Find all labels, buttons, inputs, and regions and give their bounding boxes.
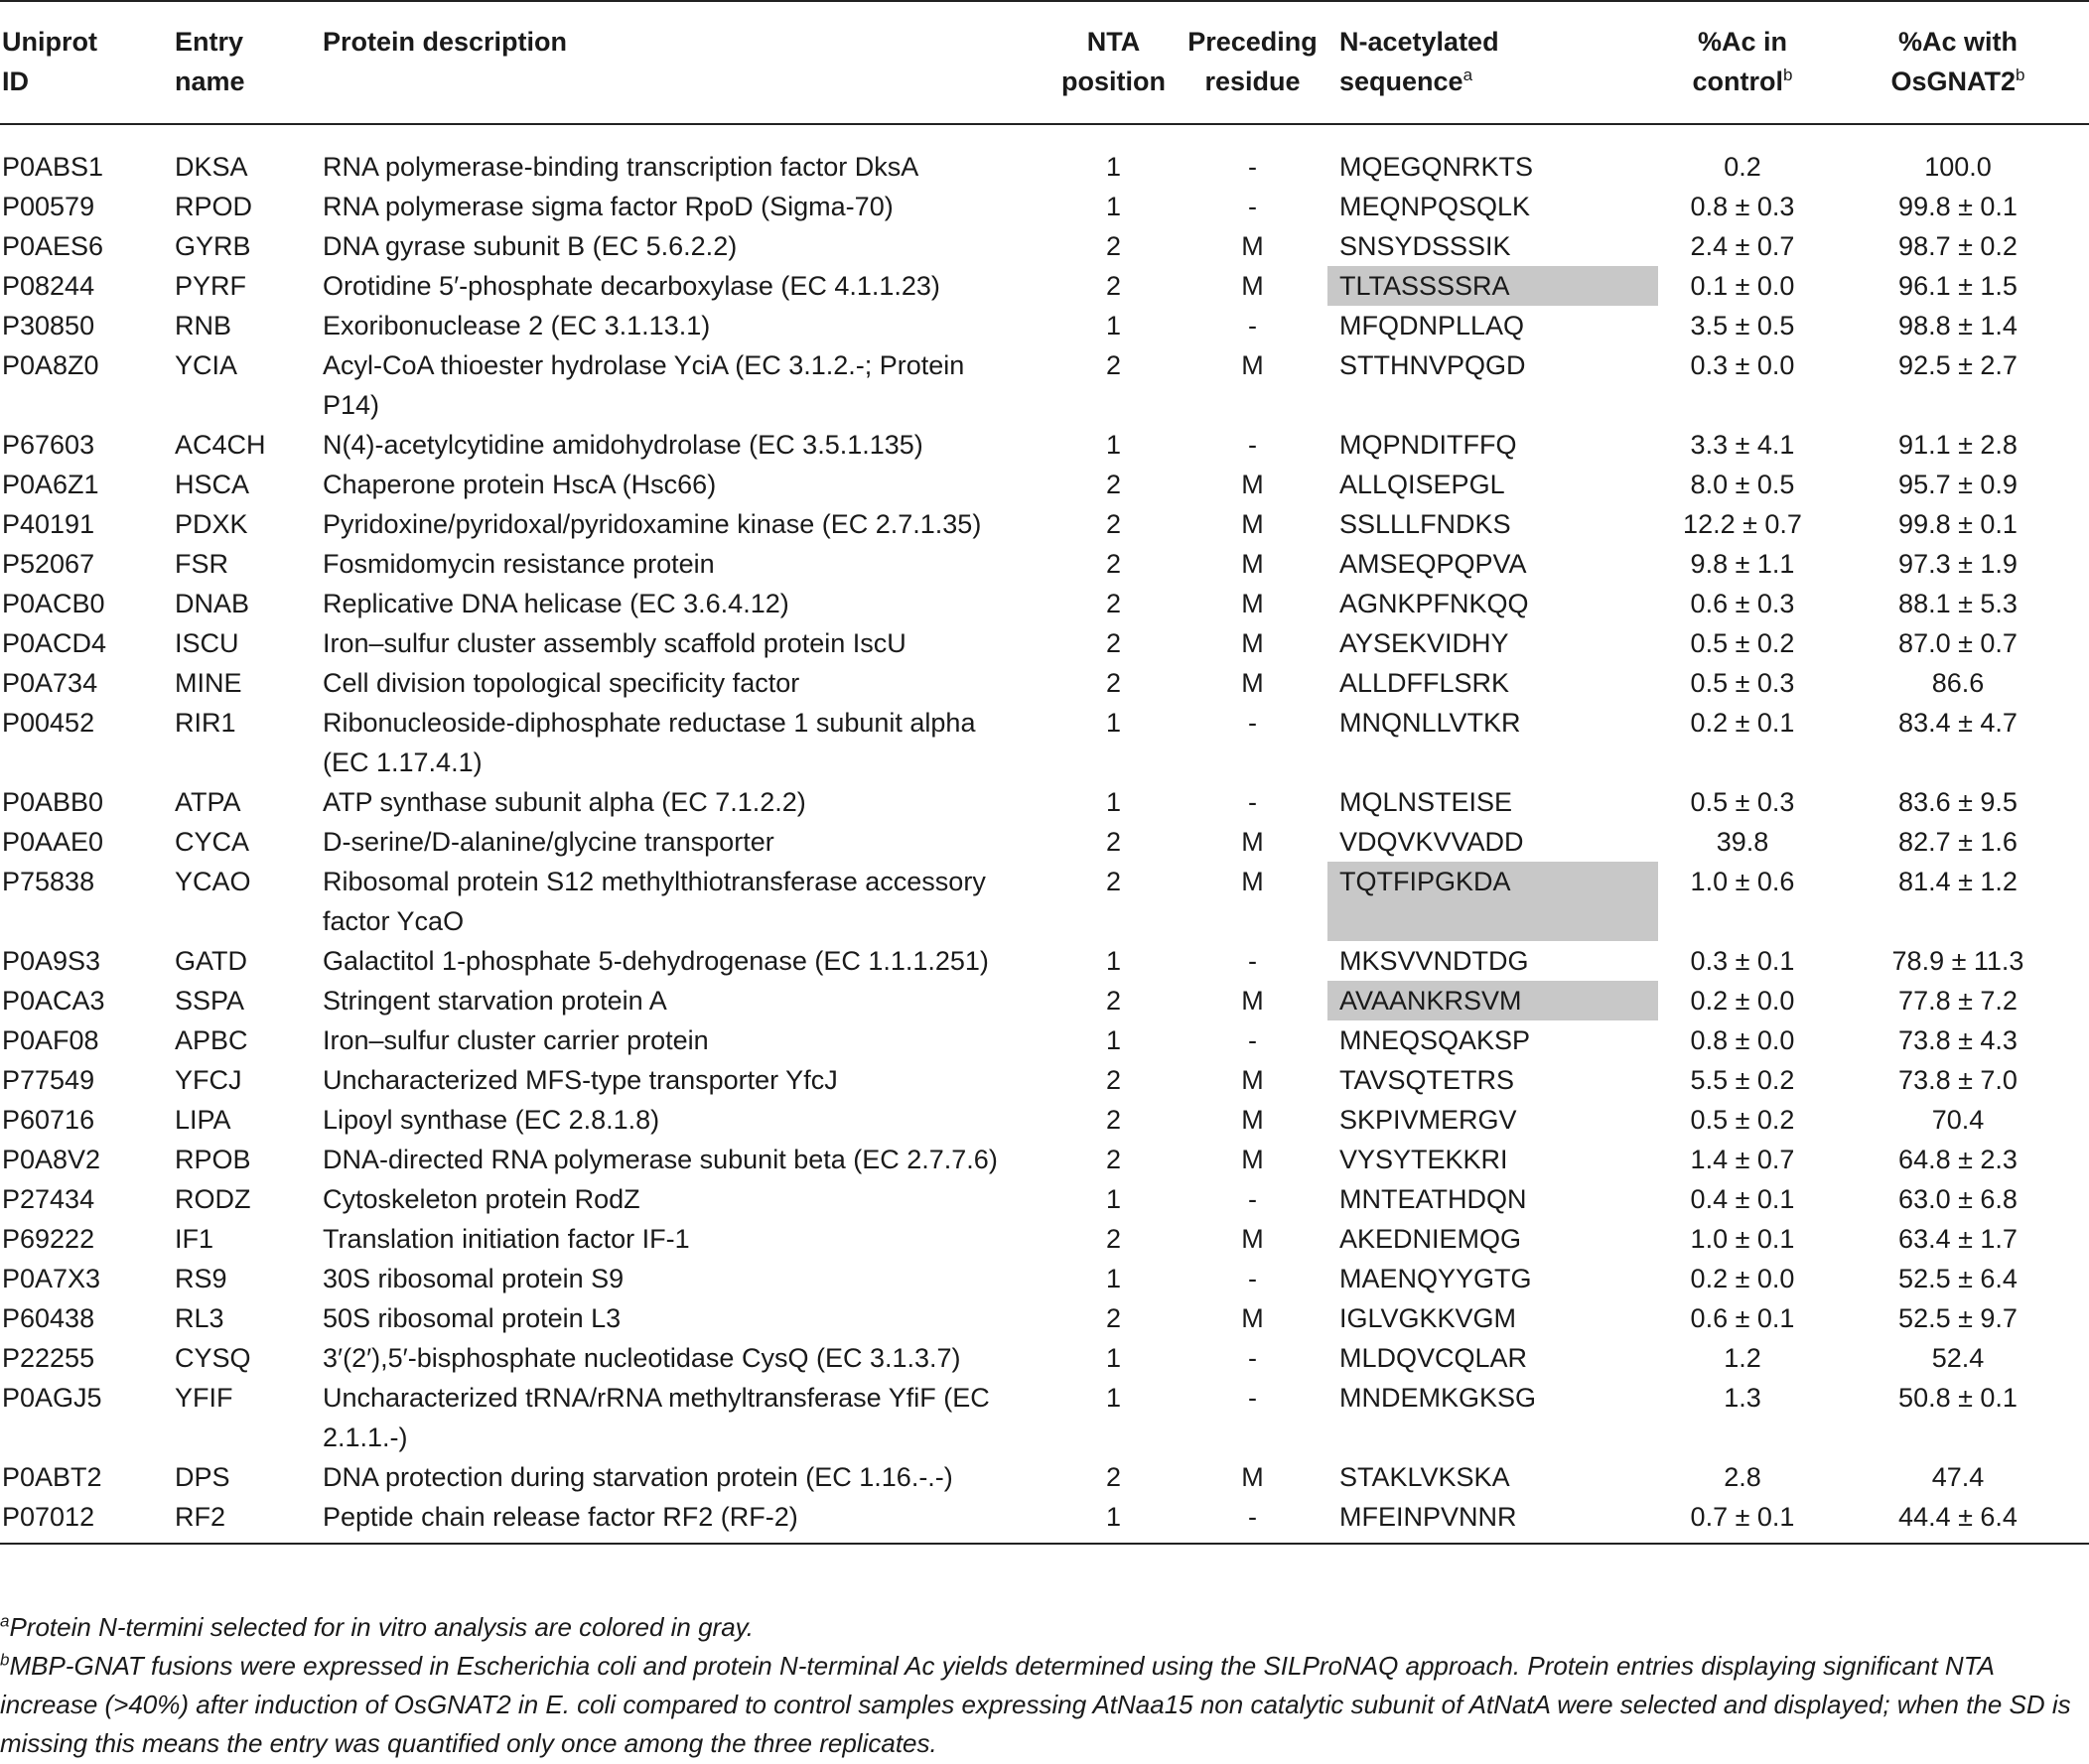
cell-ac-with-osgnat2: 52.4 [1931, 1343, 1985, 1373]
cell-nta-position: 2 [1105, 350, 1122, 380]
cell-nta-position: 2 [1105, 827, 1122, 857]
cell-ac-with-osgnat2: 77.8 ± 7.2 [1898, 986, 2018, 1016]
cell-nta-position: 2 [1105, 867, 1122, 896]
cell-n-acetylated-sequence: AGNKPFNKQQ [1339, 589, 1529, 618]
cell-ac-with-osgnat2: 97.3 ± 1.9 [1898, 549, 2018, 579]
cell-protein-description: Fosmidomycin resistance protein [323, 549, 715, 579]
cell-protein-description: 50S ribosomal protein L3 [323, 1303, 622, 1333]
cell-nta-position: 2 [1105, 668, 1122, 698]
header-protein-description: Protein description [323, 1, 1049, 124]
cell-ac-with-osgnat2: 98.8 ± 1.4 [1898, 311, 2018, 340]
cell-uniprot-id: P0AGJ5 [2, 1383, 102, 1413]
cell-preceding-residue: M [1241, 1224, 1264, 1254]
table-body [0, 124, 2089, 1544]
cell-ac-in-control: 1.4 ± 0.7 [1690, 1145, 1795, 1174]
cell-ac-with-osgnat2: 73.8 ± 7.0 [1898, 1065, 2018, 1095]
cell-ac-with-osgnat2: 81.4 ± 1.2 [1898, 867, 2018, 896]
cell-nta-position: 2 [1105, 271, 1122, 301]
cell-nta-position: 2 [1105, 231, 1122, 261]
cell-uniprot-id: P0A8Z0 [2, 350, 99, 380]
cell-preceding-residue: M [1241, 470, 1264, 499]
cell-n-acetylated-sequence: MQPNDITFFQ [1339, 430, 1517, 460]
table-row [0, 1179, 2089, 1219]
cell-preceding-residue: - [1248, 1264, 1257, 1293]
cell-entry-name: AC4CH [175, 430, 266, 460]
cell-uniprot-id: P08244 [2, 271, 95, 301]
cell-ac-in-control: 39.8 [1716, 827, 1769, 857]
cell-uniprot-id: P0ACA3 [2, 986, 105, 1016]
cell-preceding-residue: - [1248, 1025, 1257, 1055]
cell-nta-position: 1 [1105, 430, 1122, 460]
cell-protein-description: Iron–sulfur cluster carrier protein [323, 1025, 709, 1055]
cell-entry-name: DKSA [175, 152, 248, 182]
cell-preceding-residue: M [1241, 1303, 1264, 1333]
cell-ac-in-control: 0.5 ± 0.2 [1690, 1105, 1795, 1135]
cell-n-acetylated-sequence: MFEINPVNNR [1327, 1497, 1658, 1544]
cell-ac-in-control: 0.1 ± 0.0 [1690, 271, 1795, 301]
cell-entry-name: RPOD [175, 192, 253, 221]
cell-uniprot-id: P0AAE0 [2, 827, 104, 857]
cell-uniprot-id: P07012 [0, 1497, 175, 1544]
cell-preceding-residue: M [1241, 1065, 1264, 1095]
cell-n-acetylated-sequence: MNQNLLVTKR [1339, 708, 1521, 738]
cell-nta-position: 1 [1105, 1264, 1122, 1293]
cell-entry-name: ATPA [175, 787, 241, 817]
cell-ac-in-control: 0.2 ± 0.0 [1690, 1264, 1795, 1293]
header-uniprot-id: Uniprot ID [0, 1, 175, 124]
cell-uniprot-id: P0AF08 [2, 1025, 99, 1055]
cell-ac-in-control: 2.4 ± 0.7 [1690, 231, 1795, 261]
cell-nta-position: 2 [1105, 986, 1122, 1016]
cell-entry-name: APBC [175, 1025, 248, 1055]
cell-entry-name: RODZ [175, 1184, 251, 1214]
cell-preceding-residue: - [1248, 1383, 1257, 1413]
cell-uniprot-id: P77549 [2, 1065, 95, 1095]
header-ac-with-osgnat2: %Ac with OsGNAT2$^b$ [1827, 1, 2089, 124]
cell-preceding-residue: - [1248, 1184, 1257, 1214]
cell-n-acetylated-sequence: AYSEKVIDHY [1339, 628, 1509, 658]
table-row [0, 345, 2089, 425]
table-footnotes [0, 1608, 2085, 1763]
cell-uniprot-id: P69222 [2, 1224, 95, 1254]
cell-n-acetylated-sequence: TLTASSSSRA [1327, 266, 1658, 306]
cell-n-acetylated-sequence: MEQNPQSQLK [1339, 192, 1531, 221]
cell-preceding-residue: - [1248, 192, 1257, 221]
cell-protein-description: Acyl-CoA thioester hydrolase YciA (EC 3.1.2.-; Protein P14) [323, 350, 965, 420]
cell-uniprot-id: P0ABB0 [2, 787, 104, 817]
cell-ac-in-control: 0.8 ± 0.3 [1690, 192, 1795, 221]
table-row [0, 1338, 2089, 1378]
cell-ac-with-osgnat2: 87.0 ± 0.7 [1898, 628, 2018, 658]
cell-preceding-residue: - [1248, 1343, 1257, 1373]
cell-n-acetylated-sequence: SNSYDSSSIK [1339, 231, 1511, 261]
cell-ac-in-control: 3.3 ± 4.1 [1690, 430, 1795, 460]
cell-ac-with-osgnat2: 50.8 ± 0.1 [1898, 1383, 2018, 1413]
cell-uniprot-id: P22255 [2, 1343, 95, 1373]
cell-entry-name: YFIF [175, 1383, 233, 1413]
cell-ac-with-osgnat2: 78.9 ± 11.3 [1891, 946, 2024, 976]
cell-ac-with-osgnat2: 47.4 [1931, 1462, 1985, 1492]
cell-ac-in-control: 0.8 ± 0.0 [1690, 1025, 1795, 1055]
cell-ac-in-control: 0.3 ± 0.0 [1690, 350, 1795, 380]
cell-ac-in-control: 0.2 ± 0.0 [1690, 986, 1795, 1016]
cell-ac-with-osgnat2: 64.8 ± 2.3 [1898, 1145, 2018, 1174]
cell-ac-with-osgnat2: 44.4 ± 6.4 [1827, 1497, 2089, 1544]
table-row [0, 187, 2089, 226]
cell-entry-name: RF2 [175, 1497, 323, 1544]
table-row [0, 1060, 2089, 1100]
cell-entry-name: RL3 [175, 1303, 224, 1333]
cell-nta-position: 1 [1105, 1383, 1122, 1413]
cell-n-acetylated-sequence: ALLQISEPGL [1339, 470, 1505, 499]
table-row [0, 504, 2089, 544]
cell-preceding-residue: - [1248, 430, 1257, 460]
cell-uniprot-id: P0ABT2 [2, 1462, 102, 1492]
cell-preceding-residue: - [1178, 1497, 1327, 1544]
cell-n-acetylated-sequence: SKPIVMERGV [1339, 1105, 1517, 1135]
cell-protein-description: Orotidine 5′-phosphate decarboxylase (EC 4.1.1.23) [323, 271, 940, 301]
cell-entry-name: RNB [175, 311, 232, 340]
cell-ac-in-control: 1.2 [1724, 1343, 1761, 1373]
cell-ac-in-control: 5.5 ± 0.2 [1690, 1065, 1795, 1095]
cell-uniprot-id: P00452 [2, 708, 95, 738]
cell-n-acetylated-sequence: TQTFIPGKDA [1327, 862, 1658, 941]
cell-ac-in-control: 0.3 ± 0.1 [1690, 946, 1795, 976]
cell-nta-position: 1 [1105, 152, 1122, 182]
cell-nta-position: 2 [1105, 549, 1122, 579]
cell-entry-name: RPOB [175, 1145, 251, 1174]
cell-preceding-residue: M [1241, 986, 1264, 1016]
cell-entry-name: ISCU [175, 628, 239, 658]
cell-ac-with-osgnat2: 52.5 ± 9.7 [1898, 1303, 2018, 1333]
cell-preceding-residue: M [1241, 867, 1264, 896]
cell-uniprot-id: P60716 [2, 1105, 95, 1135]
cell-entry-name: RS9 [175, 1264, 227, 1293]
table-row [0, 822, 2089, 862]
cell-protein-description: ATP synthase subunit alpha (EC 7.1.2.2) [323, 787, 806, 817]
table-header [0, 1, 2089, 124]
table-row [0, 1140, 2089, 1179]
cell-protein-description: Uncharacterized tRNA/rRNA methyltransferase YfiF (EC 2.1.1.-) [323, 1383, 990, 1452]
header-entry-name: Entry name [175, 1, 323, 124]
cell-ac-with-osgnat2: 63.0 ± 6.8 [1898, 1184, 2018, 1214]
cell-preceding-residue: M [1241, 1462, 1264, 1492]
cell-uniprot-id: P0AES6 [2, 231, 104, 261]
table-row [0, 425, 2089, 465]
cell-nta-position: 2 [1105, 509, 1122, 539]
cell-protein-description: Cytoskeleton protein RodZ [323, 1184, 640, 1214]
cell-ac-in-control: 0.5 ± 0.3 [1690, 787, 1795, 817]
cell-ac-with-osgnat2: 83.6 ± 9.5 [1898, 787, 2018, 817]
cell-entry-name: PDXK [175, 509, 248, 539]
cell-n-acetylated-sequence: MKSVVNDTDG [1339, 946, 1529, 976]
cell-entry-name: PYRF [175, 271, 247, 301]
cell-entry-name: FSR [175, 549, 228, 579]
cell-entry-name: DPS [175, 1462, 230, 1492]
cell-protein-description: Replicative DNA helicase (EC 3.6.4.12) [323, 589, 789, 618]
cell-protein-description: N(4)-acetylcytidine amidohydrolase (EC 3.5.1.135) [323, 430, 923, 460]
cell-entry-name: HSCA [175, 470, 250, 499]
cell-uniprot-id: P0A8V2 [2, 1145, 101, 1174]
cell-preceding-residue: M [1241, 628, 1264, 658]
cell-preceding-residue: - [1248, 311, 1257, 340]
cell-n-acetylated-sequence: SSLLLFNDKS [1339, 509, 1511, 539]
cell-protein-description: Peptide chain release factor RF2 (RF-2) [323, 1497, 1049, 1544]
table-row [0, 862, 2089, 941]
cell-protein-description: DNA gyrase subunit B (EC 5.6.2.2) [323, 231, 738, 261]
table-row [0, 306, 2089, 345]
cell-ac-with-osgnat2: 100.0 [1924, 152, 1992, 182]
cell-preceding-residue: M [1241, 668, 1264, 698]
cell-uniprot-id: P0ACB0 [2, 589, 105, 618]
cell-ac-in-control: 0.2 [1724, 152, 1761, 182]
cell-uniprot-id: P75838 [2, 867, 95, 896]
cell-ac-with-osgnat2: 92.5 ± 2.7 [1898, 350, 2018, 380]
cell-protein-description: DNA protection during starvation protein (EC 1.16.-.-) [323, 1462, 953, 1492]
table-row [0, 1497, 2089, 1544]
cell-n-acetylated-sequence: VDQVKVVADD [1339, 827, 1524, 857]
table-row [0, 623, 2089, 663]
cell-ac-with-osgnat2: 95.7 ± 0.9 [1898, 470, 2018, 499]
cell-protein-description: Ribonucleoside-diphosphate reductase 1 subunit alpha (EC 1.17.4.1) [323, 708, 976, 777]
cell-n-acetylated-sequence: MLDQVCQLAR [1339, 1343, 1528, 1373]
cell-protein-description: RNA polymerase-binding transcription factor DksA [323, 152, 919, 182]
table-row [0, 663, 2089, 703]
cell-uniprot-id: P0A6Z1 [2, 470, 99, 499]
cell-ac-in-control: 9.8 ± 1.1 [1690, 549, 1795, 579]
table-row [0, 782, 2089, 822]
cell-entry-name: GYRB [175, 231, 251, 261]
cell-preceding-residue: M [1241, 827, 1264, 857]
table-row [0, 1219, 2089, 1259]
cell-n-acetylated-sequence: MQLNSTEISE [1339, 787, 1513, 817]
cell-n-acetylated-sequence: MAENQYYGTG [1339, 1264, 1532, 1293]
cell-n-acetylated-sequence: MNEQSQAKSP [1339, 1025, 1531, 1055]
cell-uniprot-id: P40191 [2, 509, 95, 539]
cell-protein-description: Lipoyl synthase (EC 2.8.1.8) [323, 1105, 660, 1135]
cell-preceding-residue: M [1241, 231, 1264, 261]
cell-nta-position: 1 [1105, 1184, 1122, 1214]
cell-protein-description: Translation initiation factor IF-1 [323, 1224, 690, 1254]
cell-ac-in-control: 1.3 [1724, 1383, 1761, 1413]
cell-preceding-residue: M [1241, 350, 1264, 380]
table-row [0, 1259, 2089, 1298]
cell-entry-name: YFCJ [175, 1065, 242, 1095]
cell-entry-name: RIR1 [175, 708, 236, 738]
cell-ac-in-control: 0.7 ± 0.1 [1658, 1497, 1827, 1544]
cell-protein-description: D-serine/D-alanine/glycine transporter [323, 827, 774, 857]
cell-entry-name: IF1 [175, 1224, 214, 1254]
cell-ac-in-control: 0.6 ± 0.3 [1690, 589, 1795, 618]
cell-preceding-residue: M [1241, 1105, 1264, 1135]
table-row [0, 266, 2089, 306]
cell-preceding-residue: M [1241, 549, 1264, 579]
cell-uniprot-id: P0A7X3 [2, 1264, 101, 1293]
cell-ac-with-osgnat2: 98.7 ± 0.2 [1898, 231, 2018, 261]
cell-ac-with-osgnat2: 86.6 [1931, 668, 1985, 698]
cell-n-acetylated-sequence: MNTEATHDQN [1339, 1184, 1527, 1214]
cell-nta-position: 1 [1105, 1343, 1122, 1373]
cell-nta-position: 1 [1105, 946, 1122, 976]
cell-nta-position: 2 [1105, 589, 1122, 618]
cell-nta-position: 2 [1105, 1224, 1122, 1254]
cell-ac-with-osgnat2: 91.1 ± 2.8 [1898, 430, 2018, 460]
table-row [0, 941, 2089, 981]
table-row [0, 544, 2089, 584]
cell-entry-name: GATD [175, 946, 247, 976]
cell-nta-position: 2 [1105, 1303, 1122, 1333]
cell-protein-description: Ribosomal protein S12 methylthiotransferase accessory factor YcaO [323, 867, 986, 936]
header-ac-in-control: %Ac in control$^b$ [1658, 1, 1827, 124]
cell-protein-description: Stringent starvation protein A [323, 986, 667, 1016]
cell-ac-in-control: 0.2 ± 0.1 [1690, 708, 1795, 738]
cell-protein-description: Pyridoxine/pyridoxal/pyridoxamine kinase (EC 2.7.1.35) [323, 509, 982, 539]
cell-uniprot-id: P00579 [2, 192, 95, 221]
cell-protein-description: RNA polymerase sigma factor RpoD (Sigma-70) [323, 192, 894, 221]
cell-ac-in-control: 1.0 ± 0.6 [1690, 867, 1795, 896]
cell-protein-description: Cell division topological specificity factor [323, 668, 800, 698]
cell-preceding-residue: M [1241, 509, 1264, 539]
cell-nta-position: 2 [1105, 1462, 1122, 1492]
table-row [0, 1100, 2089, 1140]
header-nta-position: NTA position [1049, 1, 1178, 124]
cell-nta-position: 2 [1105, 470, 1122, 499]
cell-ac-in-control: 1.0 ± 0.1 [1690, 1224, 1795, 1254]
cell-n-acetylated-sequence: IGLVGKKVGM [1339, 1303, 1517, 1333]
cell-nta-position: 1 [1105, 1025, 1122, 1055]
table-row [0, 703, 2089, 782]
cell-nta-position: 2 [1105, 1065, 1122, 1095]
cell-n-acetylated-sequence: VYSYTEKKRI [1339, 1145, 1508, 1174]
table-row [0, 465, 2089, 504]
table-row [0, 584, 2089, 623]
cell-ac-with-osgnat2: 52.5 ± 6.4 [1898, 1264, 2018, 1293]
table-row [0, 1020, 2089, 1060]
footnote-b: $^b$MBP-GNAT fusions were expressed in Escherichia coli and protein N-terminal Ac yields determined using the SILProNAQ approach. Protein entries displaying significant NTA increase (>40%) after induction of OsGNAT2 in E. coli compared to control samples expressing AtNaa15 non catalytic subunit of AtNatA were selected and displayed; when the SD is missing this means the entry was quantified only once among the three replicates. [0, 1650, 2071, 1758]
cell-n-acetylated-sequence: AVAANKRSVM [1327, 981, 1658, 1020]
cell-uniprot-id: P0A9S3 [2, 946, 101, 976]
cell-protein-description: Exoribonuclease 2 (EC 3.1.13.1) [323, 311, 711, 340]
cell-uniprot-id: P30850 [2, 311, 95, 340]
table-row [0, 981, 2089, 1020]
cell-ac-with-osgnat2: 70.4 [1931, 1105, 1985, 1135]
cell-entry-name: SSPA [175, 986, 245, 1016]
table-row [0, 1378, 2089, 1457]
cell-ac-in-control: 0.6 ± 0.1 [1690, 1303, 1795, 1333]
cell-uniprot-id: P0A734 [2, 668, 98, 698]
table-row [0, 1457, 2089, 1497]
cell-n-acetylated-sequence: TAVSQTETRS [1339, 1065, 1515, 1095]
cell-ac-with-osgnat2: 82.7 ± 1.6 [1898, 827, 2018, 857]
cell-entry-name: YCIA [175, 350, 238, 380]
footnote-a: $^a$Protein N-termini selected for in vitro analysis are colored in gray. [0, 1611, 754, 1642]
cell-ac-with-osgnat2: 96.1 ± 1.5 [1898, 271, 2018, 301]
cell-nta-position: 1 [1105, 787, 1122, 817]
cell-entry-name: CYSQ [175, 1343, 251, 1373]
cell-n-acetylated-sequence: AKEDNIEMQG [1339, 1224, 1522, 1254]
cell-uniprot-id: P0ACD4 [2, 628, 107, 658]
cell-protein-description: Galactitol 1-phosphate 5-dehydrogenase (EC 1.1.1.251) [323, 946, 989, 976]
cell-preceding-residue: M [1241, 271, 1264, 301]
cell-uniprot-id: P67603 [2, 430, 95, 460]
cell-ac-with-osgnat2: 99.8 ± 0.1 [1898, 509, 2018, 539]
cell-preceding-residue: - [1248, 946, 1257, 976]
table-row [0, 226, 2089, 266]
table-row [0, 1298, 2089, 1338]
cell-ac-with-osgnat2: 99.8 ± 0.1 [1898, 192, 2018, 221]
cell-protein-description: 3′(2′),5′-bisphosphate nucleotidase CysQ (EC 3.1.3.7) [323, 1343, 961, 1373]
cell-uniprot-id: P52067 [2, 549, 95, 579]
cell-ac-with-osgnat2: 88.1 ± 5.3 [1898, 589, 2018, 618]
cell-nta-position: 2 [1105, 1145, 1122, 1174]
cell-nta-position: 1 [1049, 1497, 1178, 1544]
cell-protein-description: DNA-directed RNA polymerase subunit beta (EC 2.7.7.6) [323, 1145, 998, 1174]
cell-ac-with-osgnat2: 73.8 ± 4.3 [1898, 1025, 2018, 1055]
cell-ac-with-osgnat2: 63.4 ± 1.7 [1898, 1224, 2018, 1254]
cell-n-acetylated-sequence: ALLDFFLSRK [1339, 668, 1510, 698]
cell-entry-name: YCAO [175, 867, 251, 896]
cell-ac-with-osgnat2: 83.4 ± 4.7 [1898, 708, 2018, 738]
cell-entry-name: MINE [175, 668, 242, 698]
cell-ac-in-control: 3.5 ± 0.5 [1690, 311, 1795, 340]
cell-ac-in-control: 0.5 ± 0.3 [1690, 668, 1795, 698]
cell-entry-name: DNAB [175, 589, 250, 618]
cell-n-acetylated-sequence: MQEGQNRKTS [1339, 152, 1534, 182]
cell-preceding-residue: - [1248, 152, 1257, 182]
cell-ac-in-control: 12.2 ± 0.7 [1683, 509, 1802, 539]
cell-nta-position: 2 [1105, 1105, 1122, 1135]
cell-ac-in-control: 0.4 ± 0.1 [1690, 1184, 1795, 1214]
cell-entry-name: LIPA [175, 1105, 231, 1135]
cell-n-acetylated-sequence: STTHNVPQGD [1339, 350, 1526, 380]
cell-uniprot-id: P0ABS1 [2, 152, 104, 182]
cell-nta-position: 2 [1105, 628, 1122, 658]
cell-n-acetylated-sequence: MNDEMKGKSG [1339, 1383, 1537, 1413]
cell-nta-position: 1 [1105, 192, 1122, 221]
table-row [0, 124, 2089, 187]
cell-preceding-residue: M [1241, 589, 1264, 618]
cell-ac-in-control: 2.8 [1724, 1462, 1761, 1492]
cell-preceding-residue: - [1248, 787, 1257, 817]
cell-preceding-residue: M [1241, 1145, 1264, 1174]
cell-preceding-residue: - [1248, 708, 1257, 738]
cell-uniprot-id: P27434 [2, 1184, 95, 1214]
cell-protein-description: Chaperone protein HscA (Hsc66) [323, 470, 717, 499]
cell-nta-position: 1 [1105, 708, 1122, 738]
cell-entry-name: CYCA [175, 827, 250, 857]
cell-ac-in-control: 0.5 ± 0.2 [1690, 628, 1795, 658]
cell-uniprot-id: P60438 [2, 1303, 95, 1333]
cell-n-acetylated-sequence: AMSEQPQPVA [1339, 549, 1527, 579]
cell-nta-position: 1 [1105, 311, 1122, 340]
header-n-acetylated-sequence: N-acetylated sequence$^a$ [1327, 1, 1658, 124]
header-preceding-residue: Preceding residue [1178, 1, 1327, 124]
cell-n-acetylated-sequence: MFQDNPLLAQ [1339, 311, 1525, 340]
cell-ac-in-control: 8.0 ± 0.5 [1690, 470, 1795, 499]
cell-protein-description: Iron–sulfur cluster assembly scaffold protein IscU [323, 628, 906, 658]
cell-protein-description: Uncharacterized MFS-type transporter YfcJ [323, 1065, 838, 1095]
cell-protein-description: 30S ribosomal protein S9 [323, 1264, 625, 1293]
cell-n-acetylated-sequence: STAKLVKSKA [1339, 1462, 1510, 1492]
